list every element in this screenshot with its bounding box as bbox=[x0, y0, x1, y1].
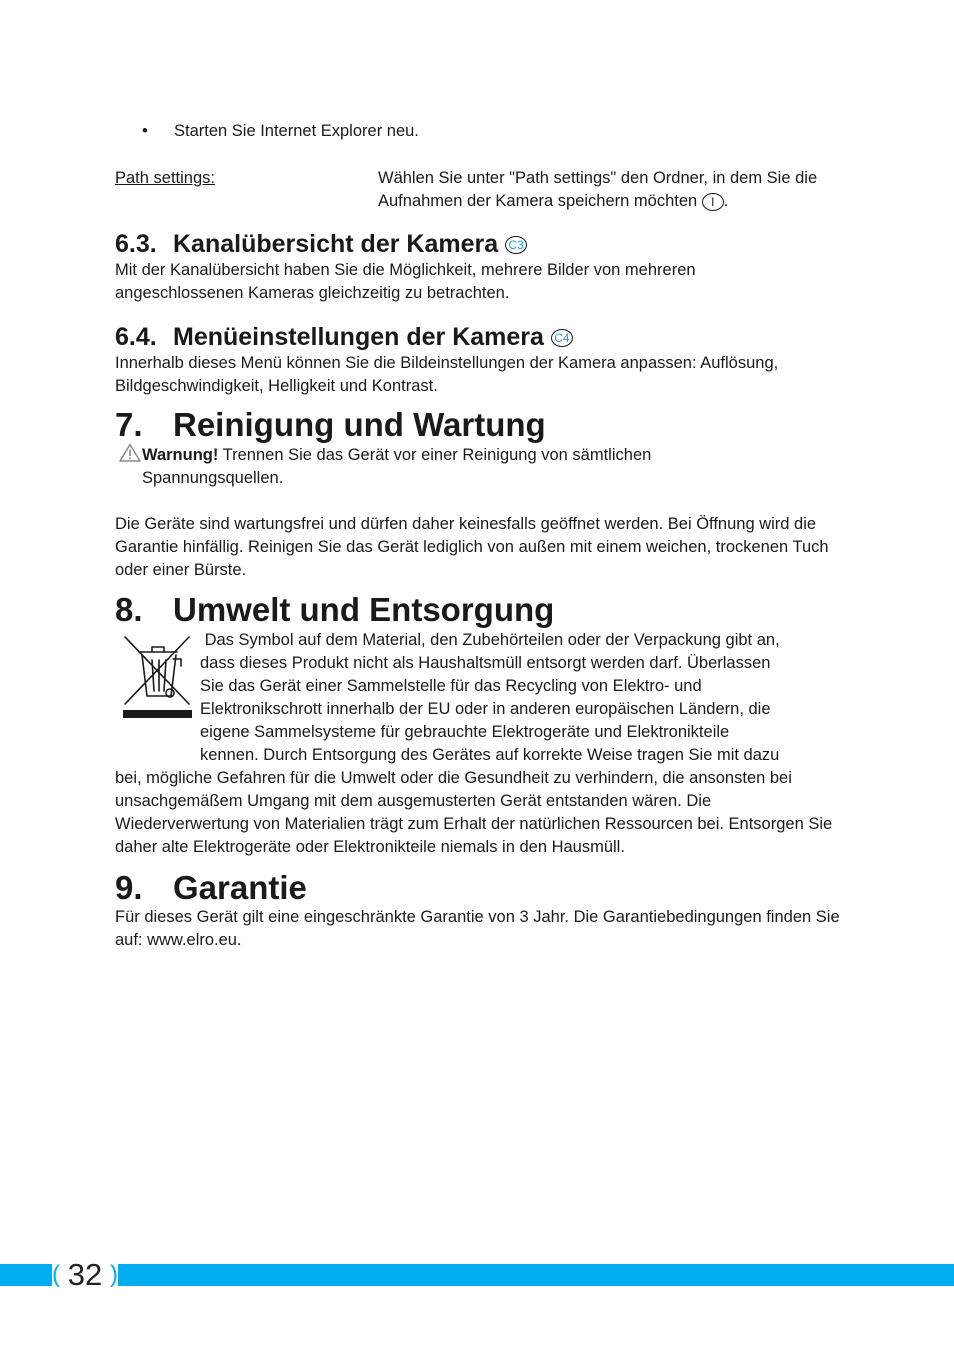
section-6-3-body: Mit der Kanalübersicht haben Sie die Möglichkeit, mehrere Bilder von mehreren angeschlossenen Kameras gleichzeitig zu betrachten. bbox=[115, 261, 696, 302]
section-title: Reinigung und Wartung bbox=[173, 406, 546, 443]
section-title: Menüeinstellungen der Kamera bbox=[173, 323, 544, 351]
section-6-4-body: Innerhalb dieses Menü können Sie die Bildeinstellungen der Kamera anpassen: Auflösung, Bildgeschwindigkeit, Helligkeit und Kontrast. bbox=[115, 354, 779, 395]
section-7-heading: 7. Reinigung und Wartung bbox=[115, 406, 546, 443]
text-line: Elektronikschrott innerhalb der EU oder in anderen europäischen Ländern, die bbox=[200, 700, 771, 718]
text-line: Das Symbol auf dem Material, den Zubehörteilen oder der Verpackung gibt an, bbox=[200, 631, 780, 649]
footer-bar-right bbox=[118, 1264, 954, 1286]
page-number: ( 32 ) bbox=[52, 1257, 118, 1292]
text-line: kennen. Durch Entsorgung des Gerätes auf korrekte Weise tragen Sie mit dazu bbox=[200, 746, 780, 764]
section-9-heading: 9. Garantie bbox=[115, 869, 307, 906]
section-8-body: bei, mögliche Gefahren für die Umwelt oder die Gesundheit zu verhindern, die ansonsten bei unsachgemäßem Umgang mit dem ausgemusterten Gerät entstanden wären. Die Wiederverwertung von Materialien trägt zum Erhalt der natürlichen Ressourcen bei. Entsorgen Sie daher alte Elektrogeräte oder Elektronikteile niemals in den Hausmüll. bbox=[115, 769, 833, 856]
section-8-body-wrapped bbox=[200, 629, 850, 767]
path-settings-text: Wählen Sie unter "Path settings" den Ordner, in dem Sie die Aufnahmen der Kamera speichern möchten I . bbox=[378, 169, 818, 210]
weee-bin-icon bbox=[122, 633, 194, 719]
section-7-body: Die Geräte sind wartungsfrei und dürfen daher keinesfalls geöffnet werden. Bei Öffnung wird die Garantie hinfällig. Reinigen Sie das Gerät lediglich von außen mit einem weichen, trockenen Tuch oder einer Bürste. bbox=[115, 515, 829, 579]
text-line: eigene Sammelsysteme für gebrauchte Elektrogeräte und Elektronikteile bbox=[200, 723, 730, 741]
section-6-3-heading: 6.3. Kanalübersicht der Kamera C3 bbox=[115, 229, 855, 259]
section-title: Umwelt und Entsorgung bbox=[173, 591, 555, 628]
section-title: Garantie bbox=[173, 869, 307, 906]
footer-bar-left bbox=[0, 1264, 52, 1286]
section-8-heading: 8. Umwelt und Entsorgung bbox=[115, 591, 555, 628]
reference-marker-i: I bbox=[702, 193, 724, 211]
section-title: Kanalübersicht der Kamera bbox=[173, 230, 499, 258]
reference-marker-c3: C3 bbox=[505, 236, 527, 254]
bullet: • bbox=[142, 122, 148, 140]
section-6-4-heading: 6.4. Menüeinstellungen der Kamera C4 bbox=[115, 322, 855, 352]
section-9-body: Für dieses Gerät gilt eine eingeschränkte Garantie von 3 Jahr. Die Garantiebedingungen finden Sie auf: www.elro.eu. bbox=[115, 908, 840, 949]
bullet-list bbox=[142, 120, 842, 143]
path-settings-label: Path settings: bbox=[115, 169, 215, 187]
reference-marker-c4: C4 bbox=[551, 329, 573, 347]
list-item: Starten Sie Internet Explorer neu. bbox=[174, 122, 419, 140]
text-line: dass dieses Produkt nicht als Haushaltsmüll entsorgt werden darf. Überlassen bbox=[200, 654, 771, 672]
warning-label: Warnung! bbox=[142, 446, 219, 464]
warning-text: Warnung! Trennen Sie das Gerät vor einer Reinigung von sämtlichen Spannungsquellen. bbox=[142, 446, 652, 487]
text-line: Sie das Gerät einer Sammelstelle für das Recycling von Elektro- und bbox=[200, 677, 702, 695]
warning-icon bbox=[119, 443, 141, 462]
